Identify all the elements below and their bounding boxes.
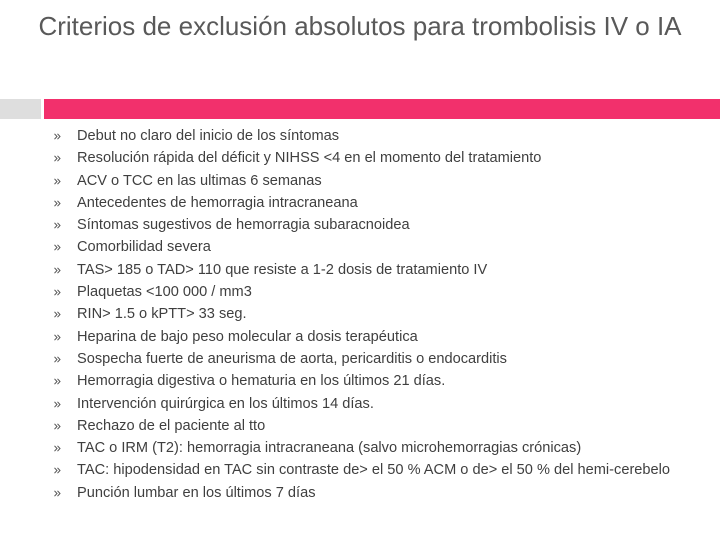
- double-chevron-right-icon: [54, 200, 61, 207]
- slide-title: Criterios de exclusión absolutos para trombolisis IV o IA: [38, 11, 682, 41]
- list-item-text: Síntomas sugestivos de hemorragia subaracnoidea: [77, 217, 410, 234]
- list-item: [54, 128, 674, 145]
- exclusion-criteria-list: [54, 128, 674, 507]
- list-item-text: Heparina de bajo peso molecular a dosis terapéutica: [77, 328, 418, 345]
- double-chevron-right-icon: [54, 289, 61, 296]
- list-item-text: Comorbilidad severa: [77, 239, 211, 256]
- double-chevron-right-icon: [54, 244, 61, 251]
- list-item-text: Intervención quirúrgica en los últimos 14 días.: [77, 395, 374, 412]
- list-item: [54, 195, 674, 212]
- list-item-text: Punción lumbar en los últimos 7 días: [77, 484, 316, 501]
- list-item: [54, 239, 674, 256]
- double-chevron-right-icon: [54, 311, 61, 318]
- double-chevron-right-icon: [54, 378, 61, 385]
- list-item: [54, 351, 674, 368]
- double-chevron-right-icon: [54, 467, 61, 474]
- list-item: [54, 173, 674, 190]
- decorative-accent-bar: [44, 99, 720, 119]
- double-chevron-right-icon: [54, 133, 61, 140]
- list-item-text: Debut no claro del inicio de los síntomas: [77, 128, 340, 144]
- double-chevron-right-icon: [54, 490, 61, 497]
- list-item: [54, 284, 674, 301]
- list-item: [54, 440, 674, 457]
- list-item: [54, 329, 674, 346]
- list-item-text: TAS> 185 o TAD> 110 que resiste a 1-2 dosis de tratamiento IV: [77, 261, 488, 278]
- list-item-text: Resolución rápida del déficit y NIHSS <4 en el momento del tratamiento: [77, 150, 542, 167]
- list-item-text: ACV o TCC en las ultimas 6 semanas: [77, 172, 322, 189]
- list-item: [54, 306, 674, 323]
- double-chevron-right-icon: [54, 334, 61, 341]
- double-chevron-right-icon: [54, 423, 61, 430]
- list-item-text: Plaquetas <100 000 / mm3: [77, 284, 252, 301]
- list-item: [54, 485, 674, 502]
- double-chevron-right-icon: [54, 356, 61, 363]
- list-item-text: Rechazo de el paciente al tto: [77, 417, 266, 434]
- list-item: [54, 373, 674, 390]
- list-item: [54, 150, 674, 167]
- double-chevron-right-icon: [54, 222, 61, 229]
- list-item: [54, 462, 674, 479]
- list-item-text: TAC: hipodensidad en TAC sin contraste de> el 50 % ACM o de> el 50 % del hemi-cerebelo: [77, 462, 671, 479]
- list-item-text: Antecedentes de hemorragia intracraneana: [77, 194, 358, 211]
- list-item-text: Hemorragia digestiva o hematuria en los últimos 21 días.: [77, 373, 446, 390]
- list-item-text: TAC o IRM (T2): hemorragia intracraneana (salvo microhemorragias crónicas): [77, 440, 582, 457]
- double-chevron-right-icon: [54, 178, 61, 185]
- double-chevron-right-icon: [54, 445, 61, 452]
- list-item: [54, 217, 674, 234]
- decorative-side-bar: [0, 99, 41, 119]
- list-item: [54, 262, 674, 279]
- double-chevron-right-icon: [54, 401, 61, 408]
- list-item: [54, 418, 674, 435]
- list-item-text: Sospecha fuerte de aneurisma de aorta, pericarditis o endocarditis: [77, 350, 507, 367]
- list-item: [54, 396, 674, 413]
- double-chevron-right-icon: [54, 267, 61, 274]
- list-item-text: RIN> 1.5 o kPTT> 33 seg.: [77, 306, 247, 323]
- double-chevron-right-icon: [54, 155, 61, 162]
